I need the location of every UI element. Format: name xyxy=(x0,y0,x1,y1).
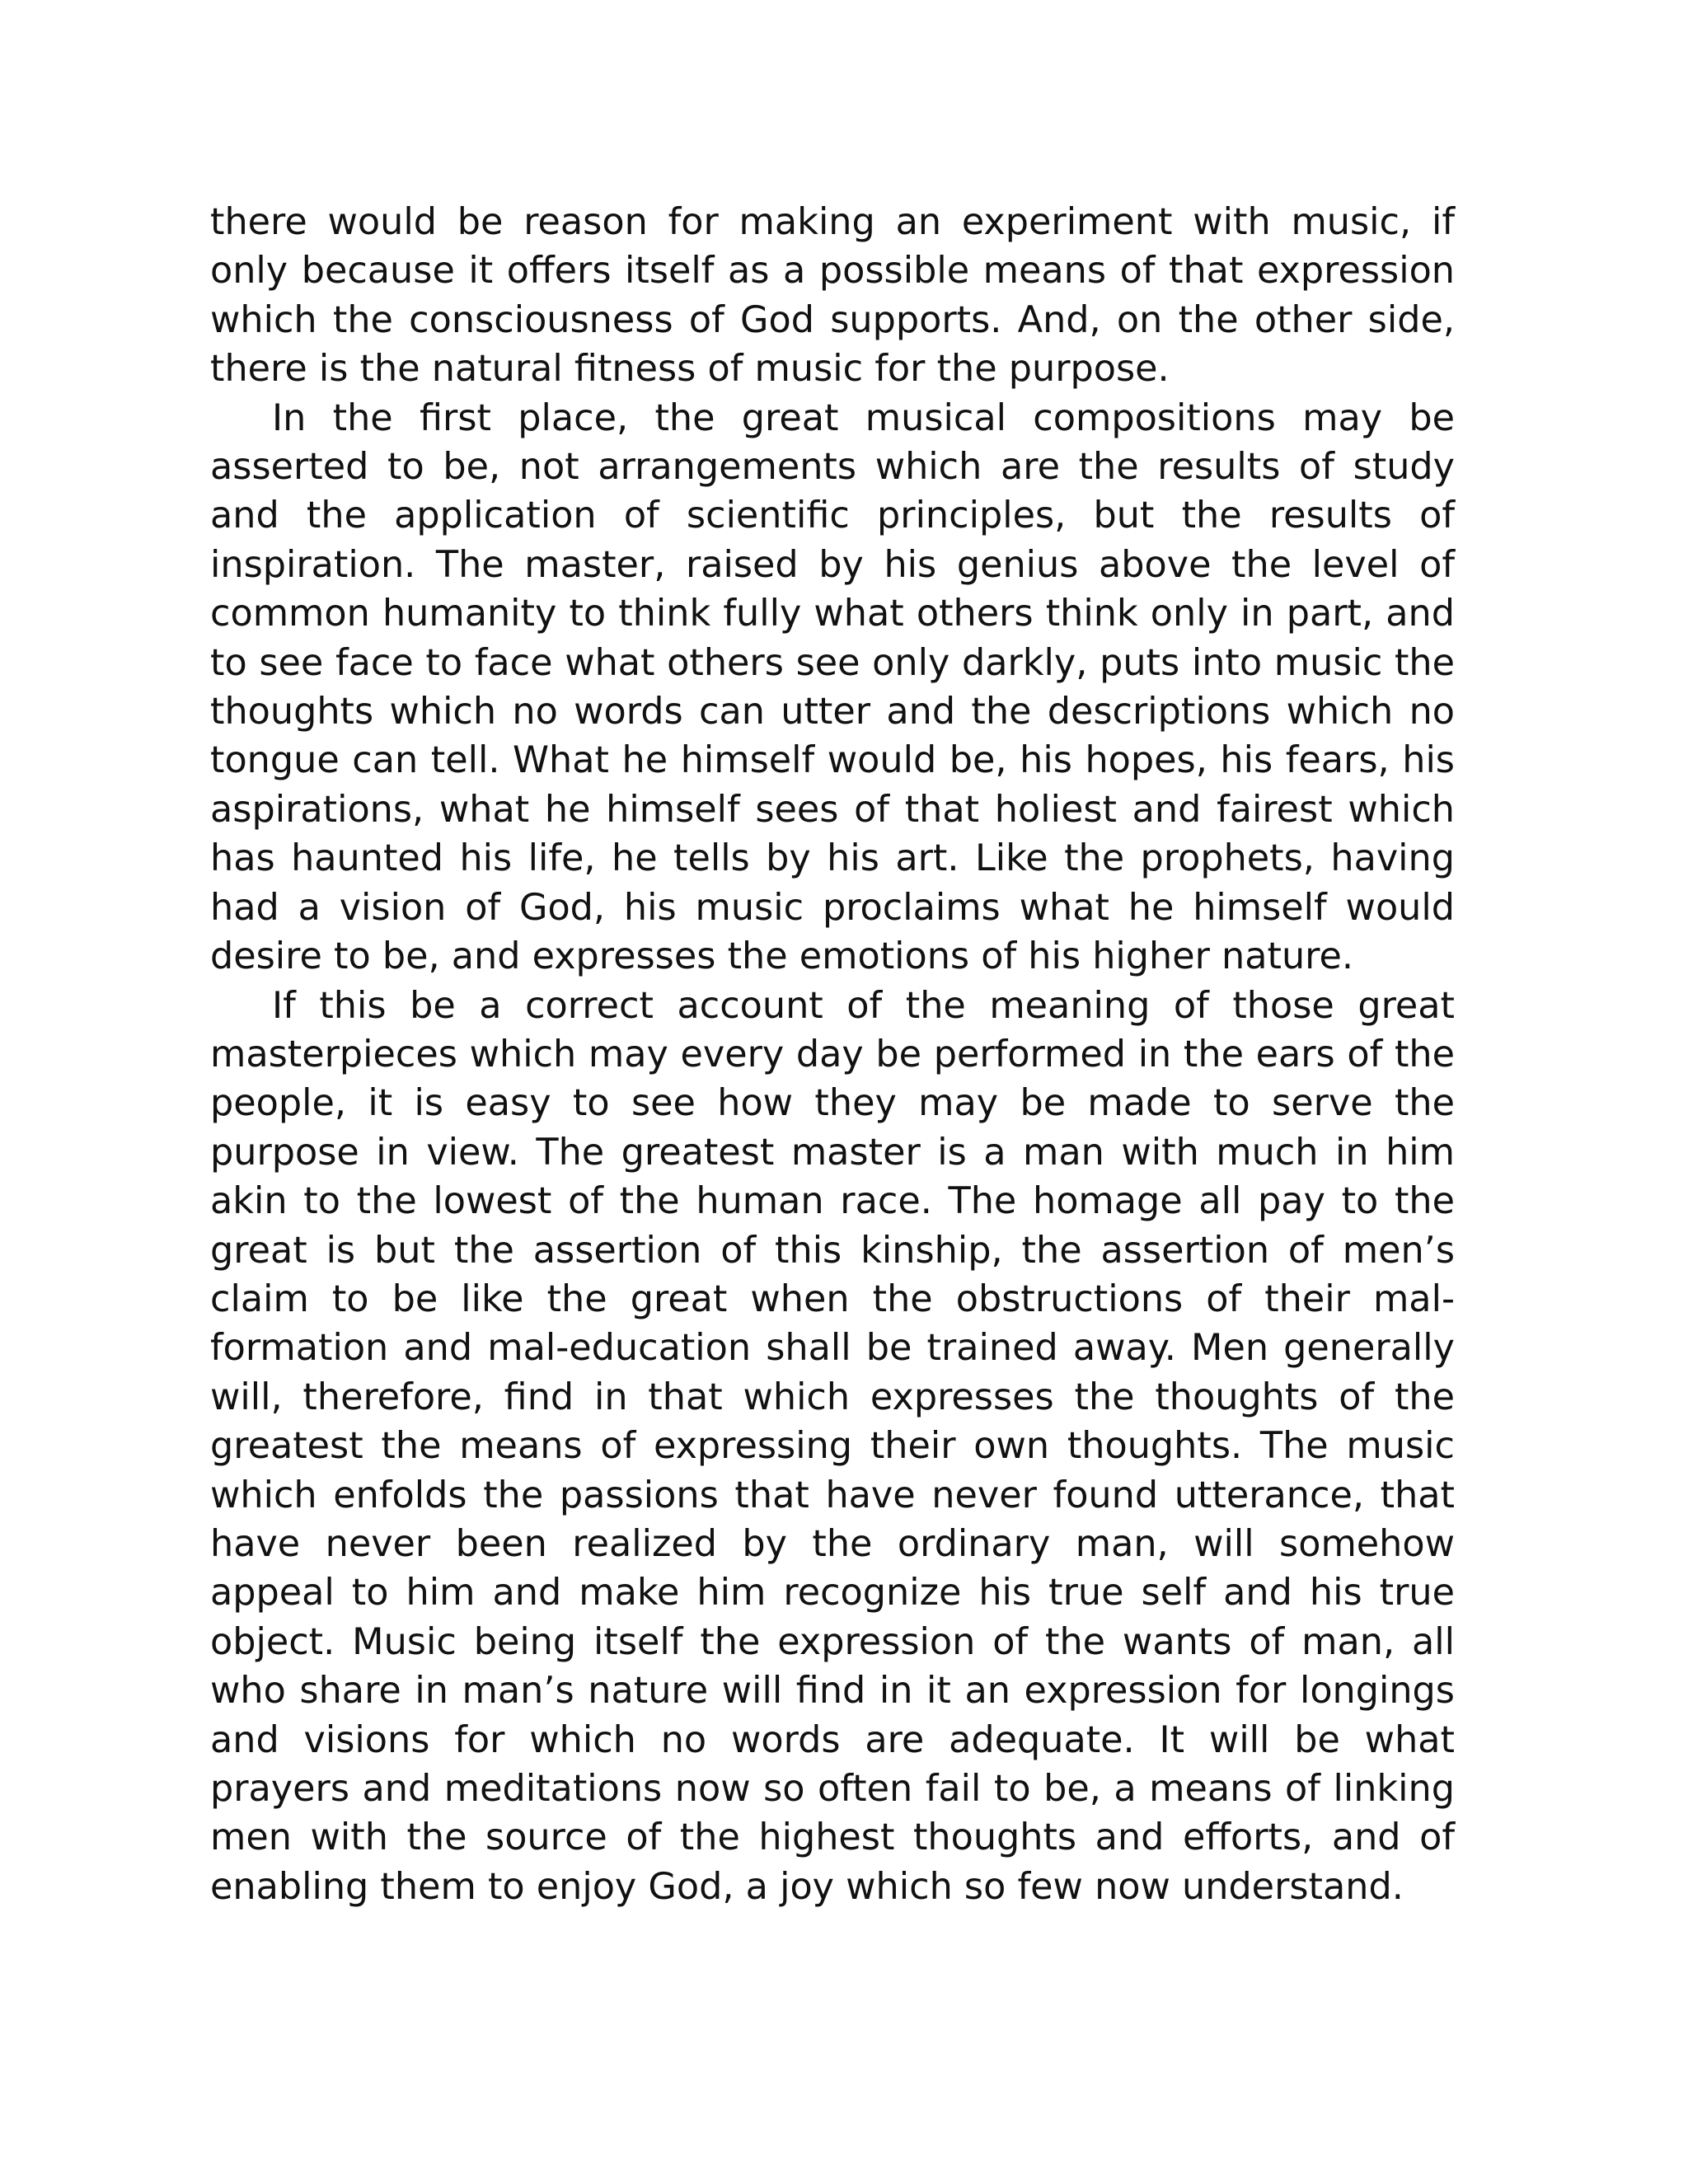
paragraph-3: If this be a correct account of the meaning of those great masterpieces which may every day be performed in the ears of the people, it is easy to see how they may be made to serve the purpose in view. The greatest master is a man with much in him akin to the lowest of the human race. The homage all pay to the great is but the assertion of this kinship, the assertion of men’s claim to be like the great when the obstructions of their mal-formation and mal-education shall be trained away. Men generally will, therefore, find in that which expresses the thoughts of the greatest the means of expressing their own thoughts. The music which enfolds the passions that have never found utterance, that have never been realized by the ordinary man, will somehow appeal to him and make him recognize his true self and his true object. Music being itself the expression of the wants of man, all who share in man’s nature will find in it an expression for longings and visions for which no words are adequate. It will be what prayers and meditations now so often fail to be, a means of linking men with the source of the highest thoughts and efforts, and of enabling them to enjoy God, a joy which so few now understand. xyxy=(210,984,1455,1908)
body-text xyxy=(210,198,1455,1911)
paragraph-2: In the first place, the great musical compositions may be asserted to be, not arrangements which are the results of study and the application of scientific principles, but the results of inspiration. The master, raised by his genius above the level of common humanity to think fully what others think only in part, and to see face to face what others see only darkly, puts into music the thoughts which no words can utter and the descriptions which no tongue can tell. What he himself would be, his hopes, his fears, his aspirations, what he himself sees of that holiest and fairest which has haunted his life, he tells by his art. Like the prophets, having had a vision of God, his music proclaims what he himself would desire to be, and expresses the emotions of his higher nature. xyxy=(210,396,1455,978)
paragraph-1: there would be reason for making an experiment with music, if only because it offers itself as a possible means of that expression which the consciousness of God supports. And, on the other side, there is the natural fitness of music for the purpose. xyxy=(210,201,1455,391)
